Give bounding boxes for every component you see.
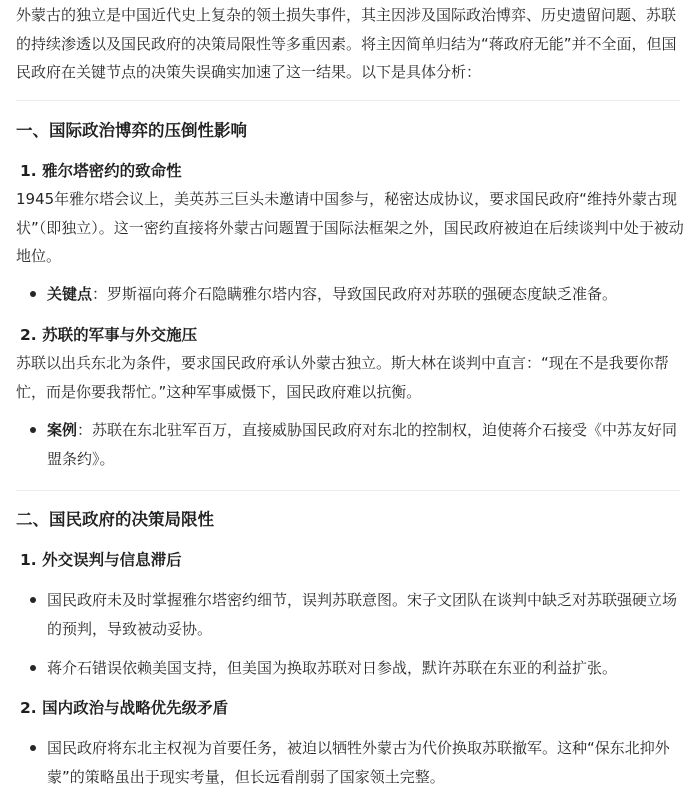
bullet-dot: [30, 427, 36, 433]
bullet-item: [30, 734, 680, 791]
bullet-dot: [30, 745, 36, 751]
bullet-text: 国民政府将东北主权视为首要任务，被迫以牺牲外蒙古为代价换取苏联撤军。这种“保东北抑外蒙”的策略虽出于现实考量，但长远看削弱了国家领土完整。: [47, 739, 670, 786]
subsection-title-1-1: 1. 雅尔塔密约的致命性: [20, 162, 182, 180]
intro-paragraph: 外蒙古的独立是中国近代史上复杂的领土损失事件，其主因涉及国际政治博弈、历史遗留问题、苏联的持续渗透以及国民政府的决策局限性等多重因素。将主因简单归结为“蒋政府无能”并不全面，但国民政府在关键节点的决策失误确实加速了这一结果。以下是具体分析：: [16, 6, 677, 81]
bullet-item: [30, 654, 680, 683]
section-divider: [16, 100, 680, 101]
bullet-text: 苏联在东北驻军百万，直接威胁国民政府对东北的控制权，迫使蒋介石接受《中苏友好同盟条约》。: [47, 421, 678, 468]
section-heading-2: 二、国民政府的决策局限性: [16, 510, 214, 529]
bullet-label: 案例: [47, 421, 78, 439]
bullet-dot: [30, 597, 36, 603]
bullet-item: [30, 280, 680, 309]
subsection-paragraph-1-1: 1945年雅尔塔会议上，美英苏三巨头未邀请中国参与，秘密达成协议，要求国民政府“维持外蒙古现状”（即独立）。这一密约直接将外蒙古问题置于国际法框架之外，国民政府被迫在后续谈判中处于被动地位。: [16, 190, 684, 265]
bullet-separator: ：: [77, 421, 93, 439]
bullet-item: [30, 586, 680, 643]
bullet-item: [30, 416, 680, 473]
bullet-text: 国民政府未及时掌握雅尔塔密约细节，误判苏联意图。宋子文团队在谈判中缺乏对苏联强硬立场的预判，导致被动妥协。: [47, 591, 678, 638]
subsection-title-1-2: 2. 苏联的军事与外交施压: [20, 326, 198, 344]
bullet-dot: [30, 291, 36, 297]
bullet-dot: [30, 665, 36, 671]
subsection-title-2-2: 2. 国内政治与战略优先级矛盾: [20, 699, 229, 717]
bullet-text: 罗斯福向蒋介石隐瞒雅尔塔内容，导致国民政府对苏联的强硬态度缺乏准备。: [107, 285, 618, 303]
bullet-separator: ：: [92, 285, 108, 303]
section-divider: [16, 490, 680, 491]
subsection-paragraph-1-2: 苏联以出兵东北为条件，要求国民政府承认外蒙古独立。斯大林在谈判中直言：“现在不是我要你帮忙，而是你要我帮忙。”这种军事威慑下，国民政府难以抗衡。: [16, 354, 669, 401]
bullet-label: 关键点: [47, 285, 93, 303]
bullet-text: 蒋介石错误依赖美国支持，但美国为换取苏联对日参战，默许苏联在东亚的利益扩张。: [47, 659, 618, 677]
subsection-title-2-1: 1. 外交误判与信息滞后: [20, 551, 182, 569]
section-heading-1: 一、国际政治博弈的压倒性影响: [16, 121, 247, 140]
